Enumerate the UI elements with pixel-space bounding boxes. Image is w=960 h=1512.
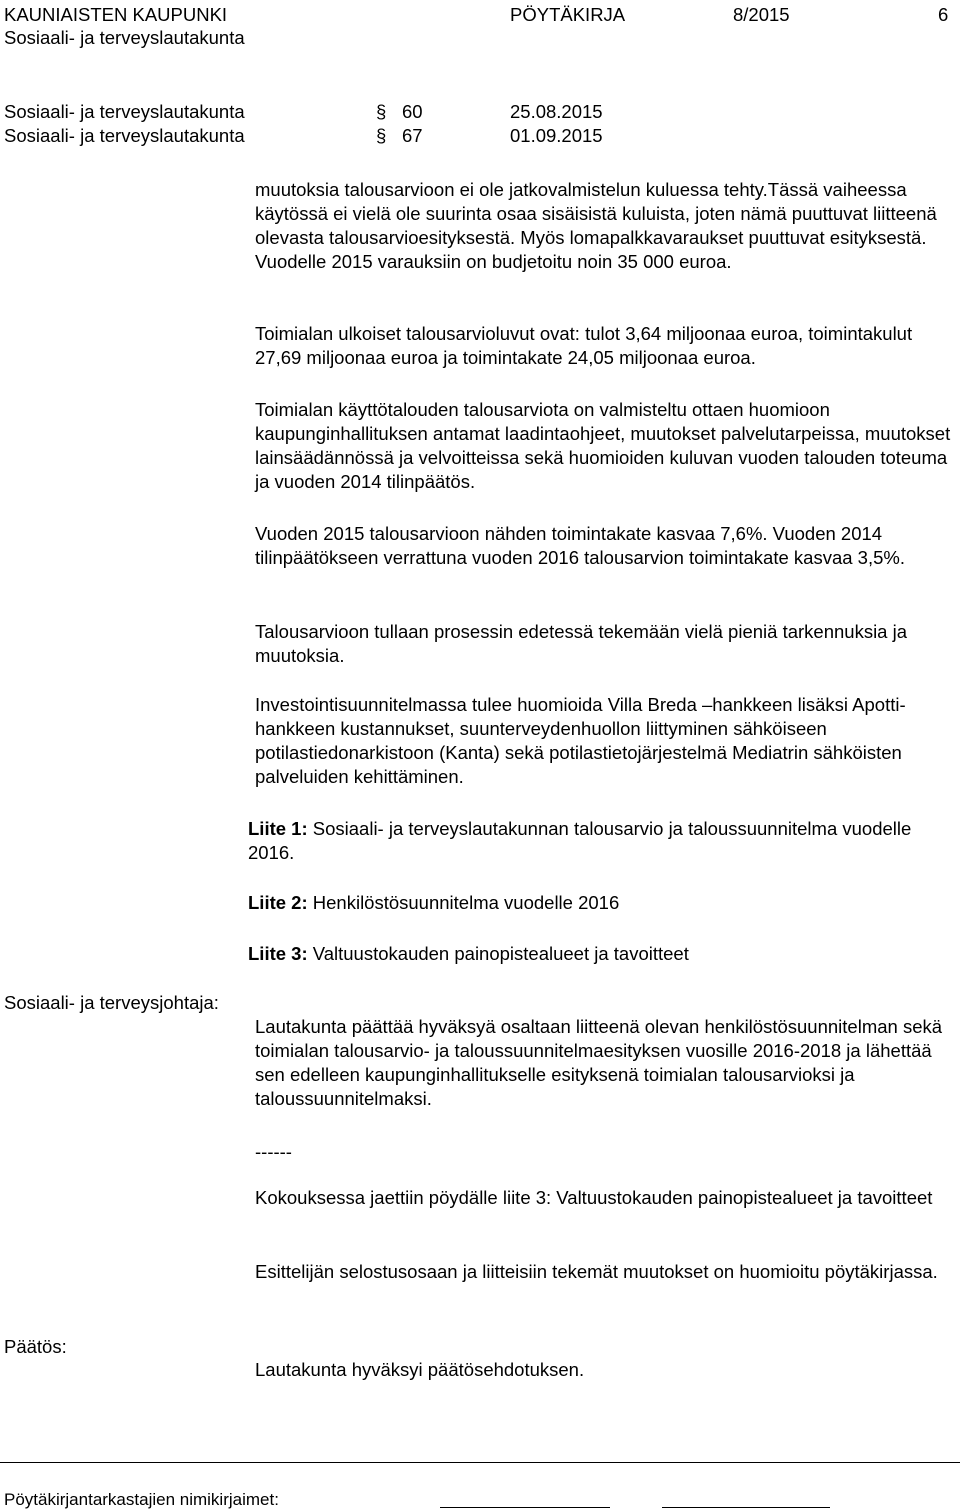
footer-rule [0,1462,960,1463]
history-section: 67 [402,125,423,146]
attachment-label: Liite 2: [248,892,308,913]
body-paragraph: muutoksia talousarvioon ei ole jatkovalmistelun kuluessa tehty.Tässä vaiheessa käytössä ei vielä ole suurinta osaa sisäisistä kuluista, joten nämä puuttuvat liitteenä olevasta talousarvioesityksestä. Myös lomapalkkavaraukset puuttuvat esityksestä. Vuodelle 2015 varauksiin on budjetoitu noin 35 000 euroa. [255,179,937,272]
attachment-1 [248,817,948,865]
signature-line [662,1507,830,1508]
attachment-3 [248,942,948,966]
attachment-text: Sosiaali- ja terveyslautakunnan talousarvio ja taloussuunnitelma vuodelle 2016. [248,818,912,863]
history-body: Sosiaali- ja terveyslautakunta [4,125,245,146]
signature-line [440,1507,610,1508]
body-paragraph: Vuoden 2015 talousarvioon nähden toimintakate kasvaa 7,6%. Vuoden 2014 tilinpäätökseen verrattuna vuoden 2016 talousarvion toimintakate kasvaa 3,5%. [255,523,905,568]
attachment-text: Valtuustokauden painopistealueet ja tavoitteet [312,943,689,964]
body-paragraph: Toimialan käyttötalouden talousarviota on valmisteltu ottaen huomioon kaupunginhallituksen antamat laadintaohjeet, muutokset palvelutarpeissa, muutokset lainsäädännössä ja velvoitteissa sekä huomioiden kuluvan vuoden talouden toteuma ja vuoden 2014 tilinpäätös. [255,399,951,492]
history-date: 01.09.2015 [510,125,603,146]
attachment-label: Liite 3: [248,943,308,964]
committee-name: Sosiaali- ja terveyslautakunta [4,27,245,48]
doc-number: 8/2015 [733,4,790,25]
meeting-note: Esittelijän selostusosaan ja liitteisiin tekemät muutokset on huomioitu pöytäkirjassa. [255,1261,938,1282]
org-name: KAUNIAISTEN KAUPUNKI [4,4,228,25]
proposal-text: Lautakunta päättää hyväksyä osaltaan liitteenä olevan henkilöstösuunnitelman sekä toimialan talousarvio- ja taloussuunnitelmaesityksen vuosille 2016-2018 ja lähettää sen edelleen kaupunginhallitukselle esityksenä toimialan talousarvioksi ja taloussuunnitelmaksi. [255,1016,943,1109]
decision-label: Päätös: [4,1336,67,1357]
body-paragraph: Investointisuunnitelmassa tulee huomioida Villa Breda –hankkeen lisäksi Apotti-hankkeen kustannukset, suunterveydenhuollon liittyminen sähköiseen potilastiedonarkistoon (Kanta) sekä potilastietojärjestelmä Mediatrin sähköisten palveluiden kehittäminen. [255,694,906,787]
body-paragraph: Toimialan ulkoiset talousarvioluvut ovat: tulot 3,64 miljoonaa euroa, toimintakulut 27,69 miljoonaa euroa ja toimintakate 24,05 miljoonaa euroa. [255,323,913,368]
doc-type: PÖYTÄKIRJA [510,4,626,25]
attachment-label: Liite 1: [248,818,308,839]
attachment-2 [248,891,948,915]
section-symbol: § [376,125,387,146]
history-date: 25.08.2015 [510,101,603,122]
history-body: Sosiaali- ja terveyslautakunta [4,101,245,122]
separator: ------ [255,1141,292,1162]
body-paragraph: Talousarvioon tullaan prosessin edetessä tekemään vielä pieniä tarkennuksia ja muutoksia. [255,621,908,666]
proposal-label: Sosiaali- ja terveysjohtaja: [4,992,219,1013]
section-symbol: § [376,101,387,122]
attachment-text: Henkilöstösuunnitelma vuodelle 2016 [312,892,620,913]
footer-label: Pöytäkirjantarkastajien nimikirjaimet: [4,1490,279,1509]
decision-text: Lautakunta hyväksyi päätösehdotuksen. [255,1359,585,1380]
history-section: 60 [402,101,423,122]
meeting-note: Kokouksessa jaettiin pöydälle liite 3: Valtuustokauden painopistealueet ja tavoitteet [255,1187,933,1208]
page-number: 6 [938,4,949,25]
